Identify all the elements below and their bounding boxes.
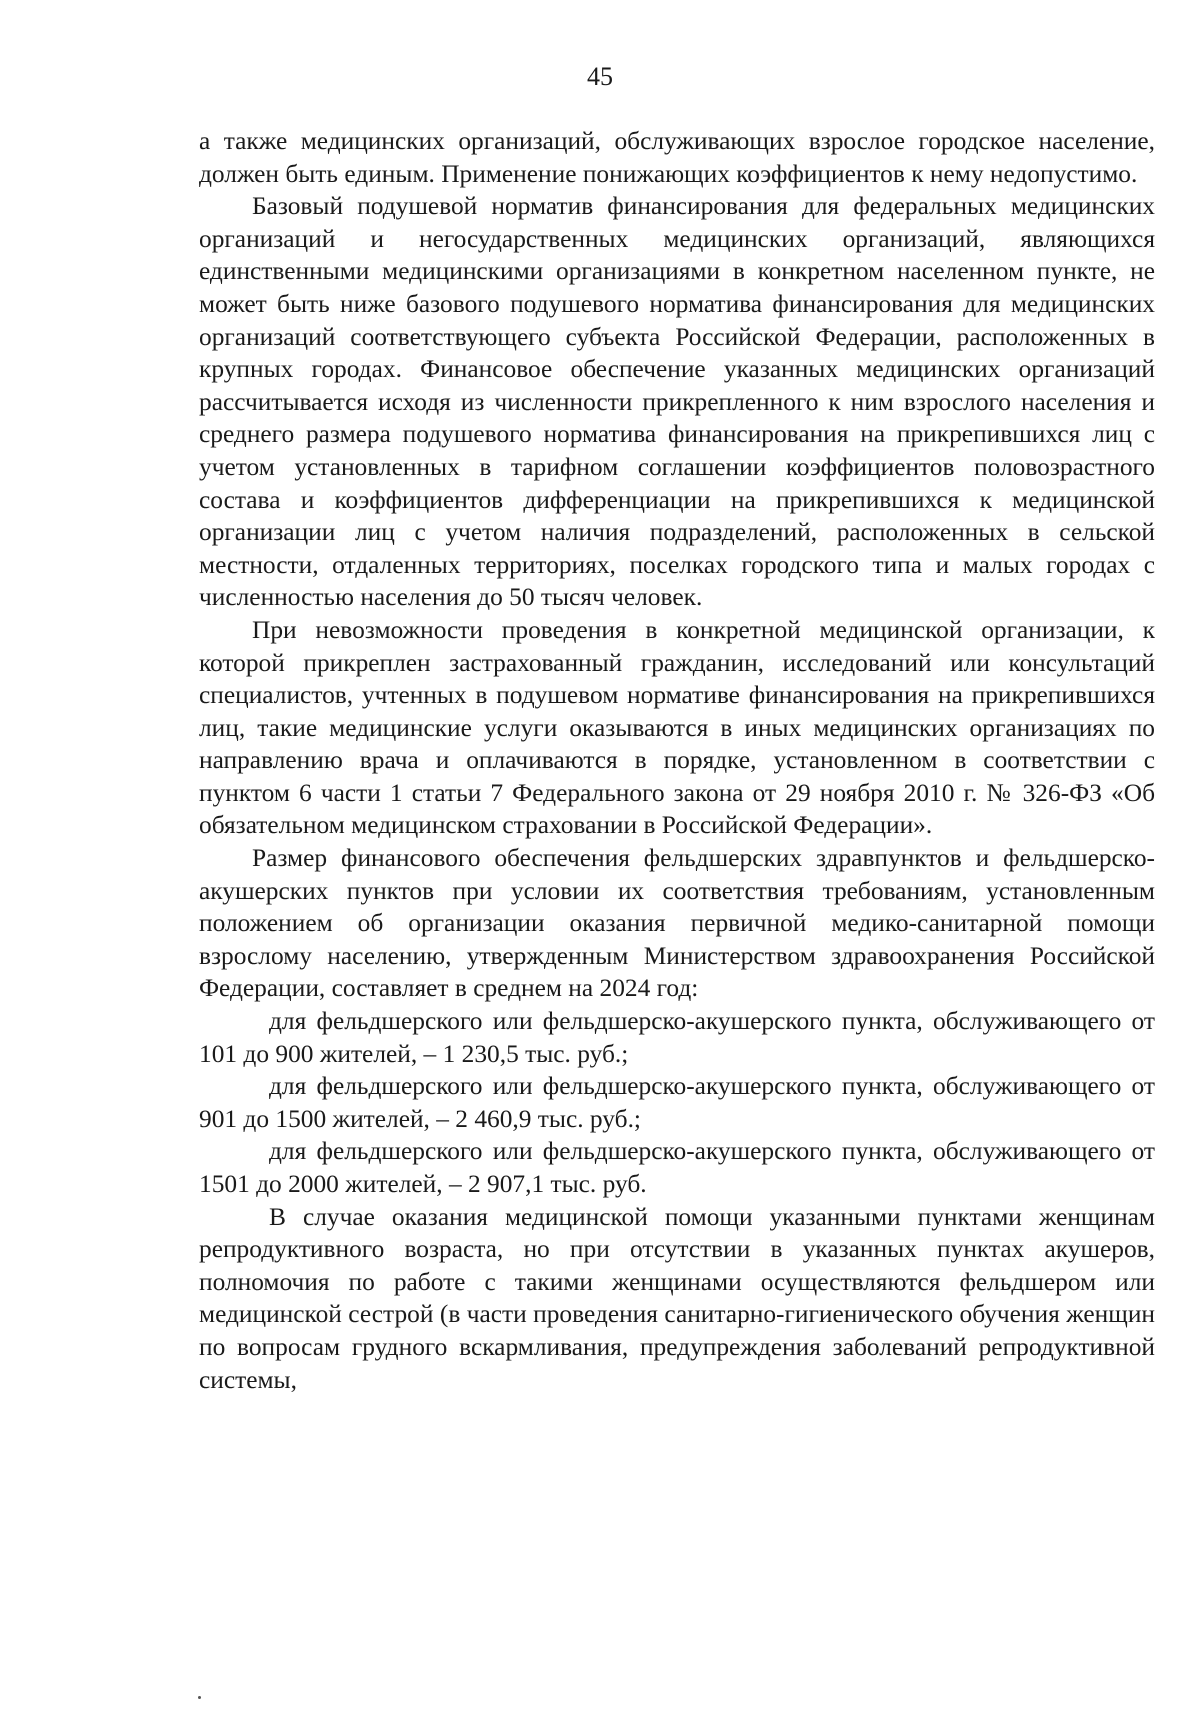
- list-item-fap-101-900: для фельдшерского или фельдшерско-акушерского пункта, обслуживающего от 101 до 900 жителей, – 1 230,5 тыс. руб.;: [199, 1007, 1155, 1068]
- list-item-fap-901-1500: для фельдшерского или фельдшерско-акушерского пункта, обслуживающего от 901 до 1500 жителей, – 2 460,9 тыс. руб.;: [199, 1072, 1155, 1133]
- paragraph-fap-funding: Размер финансового обеспечения фельдшерских здравпунктов и фельдшерско-акушерских пунктов при условии их соответствия требованиям, установленным положением об организации оказания первичной медико-санитарной помощи взрослому населению, утвержденным Министерством здравоохранения Российской Федерации, составляет в среднем на 2024 год:: [199, 844, 1155, 1003]
- body-text: [199, 125, 1155, 1396]
- paragraph-referral: При невозможности проведения в конкретной медицинской организации, к которой прикреплен застрахованный гражданин, исследований или консультаций специалистов, учтенных в подушевом нормативе финансирования на прикрепившихся лиц, такие медицинские услуги оказываются в иных медицинских организациях по направлению врача и оплачиваются в порядке, установленном в соответствии с пунктом 6 части 1 статьи 7 Федерального закона от 29 ноября 2010 г. № 326-ФЗ «Об обязательном медицинском страховании в Российской Федерации».: [199, 615, 1155, 840]
- paragraph-reproductive-care: В случае оказания медицинской помощи указанными пунктами женщинам репродуктивного возраста, но при отсутствии в указанных пунктах акушеров, полномочия по работе с такими женщинами осуществляются фельдшером или медицинской сестрой (в части проведения санитарно-гигиенического обучения женщин по вопросам грудного вскармливания, предупреждения заболеваний репродуктивной системы,: [199, 1202, 1155, 1394]
- page-number: 45: [587, 62, 613, 91]
- scan-artifact-dot: [198, 1696, 201, 1699]
- list-item-fap-1501-2000: для фельдшерского или фельдшерско-акушерского пункта, обслуживающего от 1501 до 2000 жителей, – 2 907,1 тыс. руб.: [199, 1137, 1155, 1198]
- paragraph-continuation: а также медицинских организаций, обслуживающих взрослое городское население, должен быть единым. Применение понижающих коэффициентов к нему недопустимо.: [199, 127, 1155, 188]
- paragraph-base-norm: Базовый подушевой норматив финансирования для федеральных медицинских организаций и негосударственных медицинских организаций, являющихся единственными медицинскими организациями в конкретном населенном пункте, не может быть ниже базового подушевого норматива финансирования для медицинских организаций соответствующего субъекта Российской Федерации, расположенных в крупных городах. Финансовое обеспечение указанных медицинских организаций рассчитывается исходя из численности прикрепленного к ним взрослого населения и среднего размера подушевого норматива финансирования на прикрепившихся лиц с учетом установленных в тарифном соглашении коэффициентов половозрастного состава и коэффициентов дифференциации на прикрепившихся к медицинской организации лиц с учетом наличия подразделений, расположенных в сельской местности, отдаленных территориях, поселках городского типа и малых городах с численностью населения до 50 тысяч человек.: [199, 192, 1155, 612]
